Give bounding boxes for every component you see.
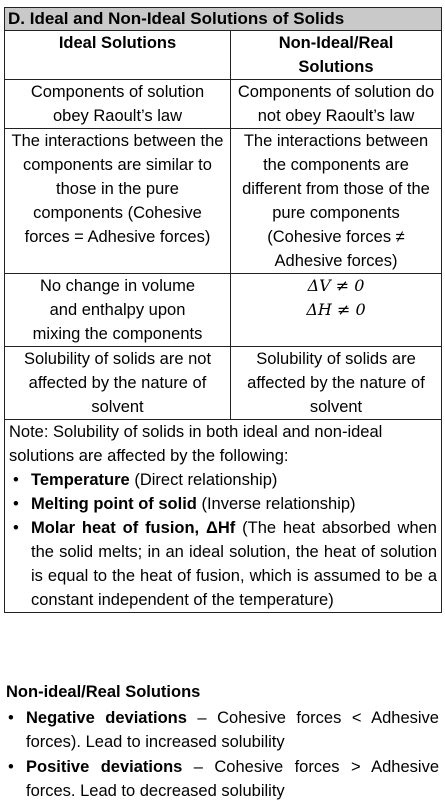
header-nonideal: Non-Ideal/Real Solutions [231,31,442,80]
delta-h-formula: ΔH ≠ 0 [306,300,366,319]
deviation-term: Positive deviations [26,758,183,776]
factor-term: Molar heat of fusion, ΔHf [31,519,236,537]
table-title: D. Ideal and Non-Ideal Solutions of Solids [5,8,442,31]
table-row [5,80,442,129]
factor-detail: (Direct relationship) [129,471,278,489]
delta-v-formula: ΔV ≠ 0 [307,276,365,295]
factor-detail: (Inverse relationship) [196,495,356,513]
table-title-row [5,8,442,31]
list-item [11,516,437,612]
deviation-detail: – Cohesive forces > Adhesive forces. Lead to decreased solubility [26,758,440,800]
factor-term: Melting point of solid [31,495,197,513]
factor-detail: (The heat absorbed when the solid melts; in an ideal solution, the heat of solution is equal to the heat of fusion, which is assumed to be a constant independent of the temperature) [31,519,437,609]
factor-list [9,468,437,612]
deviation-list [6,706,439,803]
list-item [11,492,437,516]
header-ideal: Ideal Solutions [5,31,231,80]
deviation-detail: – Cohesive forces < Adhesive forces). Lead to increased solubility [26,709,439,751]
solutions-comparison-table [4,7,442,613]
cell-nonideal-delta [231,274,442,347]
table-header-row [5,31,442,80]
deviation-term: Negative deviations [26,709,187,727]
real-solutions-heading: Non-ideal/Real Solutions [6,683,201,701]
cell-nonideal-interactions: The interactions between the components are different from those of the pure components (Cohesive forces ≠ Adhesive forces) [231,129,442,274]
cell-nonideal-raoult: Components of solution do not obey Raoult’s law [231,80,442,129]
table-row [5,347,442,420]
real-solutions-section [6,680,439,804]
table-row [5,129,442,274]
cell-ideal-solubility: Solubility of solids are not affected by the nature of solvent [5,347,231,420]
cell-ideal-volume-enthalpy: No change in volume and enthalpy upon mixing the components [5,274,231,347]
factor-term: Temperature [31,471,130,489]
note-cell [5,420,442,613]
table-note-row [5,420,442,613]
note-intro: Note: Solubility of solids in both ideal and non-ideal solutions are affected by the following: [9,423,383,465]
list-item [11,468,437,492]
cell-nonideal-solubility: Solubility of solids are affected by the nature of solvent [231,347,442,420]
cell-ideal-interactions: The interactions between the components are similar to those in the pure components (Cohesive forces = Adhesive forces) [5,129,231,274]
list-item [6,755,439,803]
cell-ideal-raoult: Components of solution obey Raoult’s law [5,80,231,129]
list-item [6,706,439,754]
table-row [5,274,442,347]
